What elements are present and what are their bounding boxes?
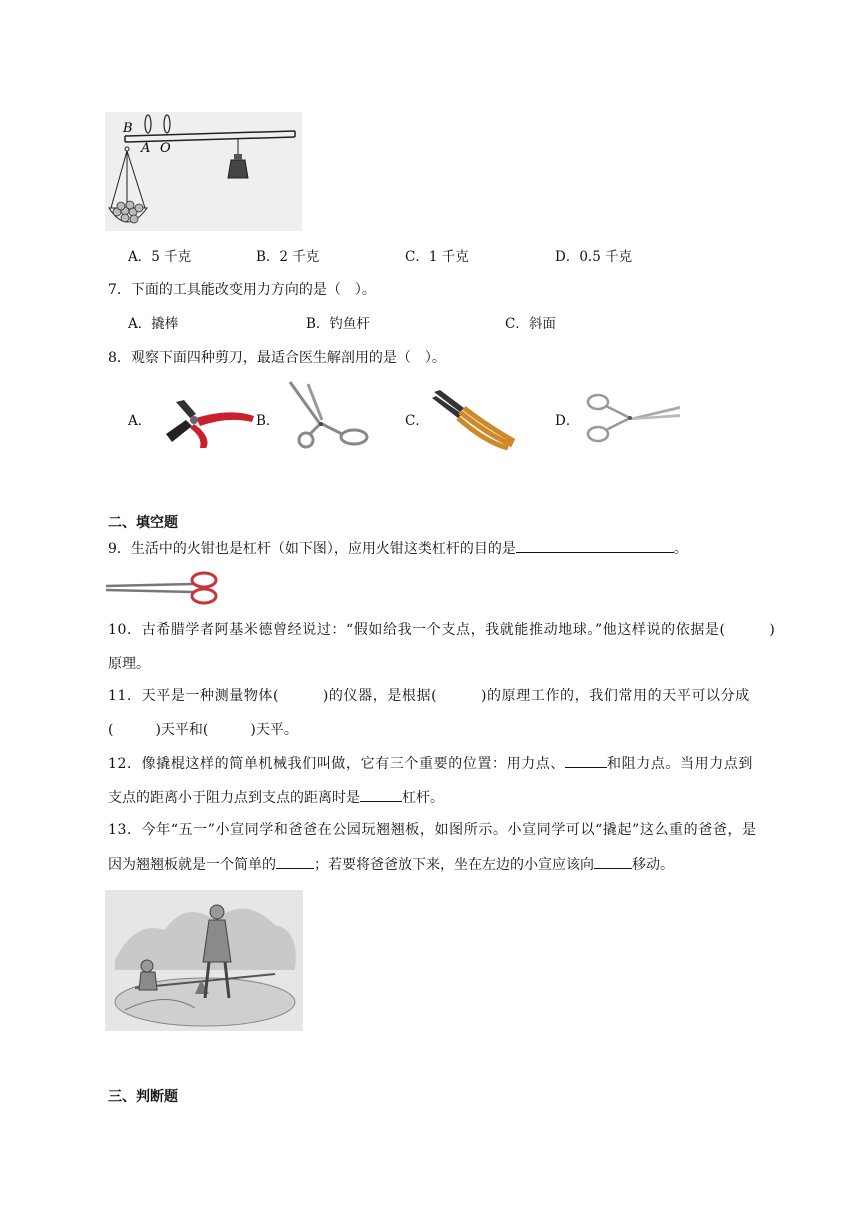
q6-option-a[interactable]: A．5 千克 [128, 249, 192, 265]
q13-line-2a: 因为翘翘板就是一个简单的 [108, 857, 276, 873]
q6-option-c[interactable]: C．1 千克 [405, 249, 469, 265]
q7-option-b[interactable]: B．钓鱼杆 [306, 316, 370, 332]
q13-line-2b: ；若要将爸爸放下来，坐在左边的小宣应该向 [314, 857, 594, 873]
thread-snips-image[interactable] [430, 388, 515, 450]
q12-line-2b: 杠杆。 [402, 790, 444, 806]
q7-stem: 7．下面的工具能改变用力方向的是（ ）。 [108, 282, 376, 298]
q12-line-2 [108, 787, 444, 808]
q6-option-d[interactable]: D．0.5 千克 [555, 249, 633, 265]
q12-line-2a: 支点的距离小于阻力点到支点的距离时是 [108, 790, 360, 806]
q8-option-d-label[interactable]: D． [555, 413, 580, 429]
q9-answer-blank[interactable] [516, 538, 674, 553]
hair-scissors-image[interactable] [284, 380, 374, 454]
q13-blank-1[interactable] [276, 854, 314, 869]
fire-tongs-image [104, 570, 220, 606]
seesaw-figure [105, 890, 303, 1031]
q6-option-b[interactable]: B．2 千克 [256, 249, 320, 265]
q11-line-2: ( )天平和( )天平。 [108, 722, 298, 738]
section-3-heading: 三、判断题 [108, 1089, 178, 1105]
q8-stem: 8．观察下面四种剪刀，最适合医生解剖用的是（ ）。 [108, 350, 446, 366]
surgical-scissors-image[interactable] [584, 390, 682, 446]
q10-line-1: 10．古希腊学者阿基米德曾经说过：“假如给我一个支点，我就能推动地球。”他这样说的依据是( ) [108, 622, 776, 638]
q13-line-2 [108, 854, 674, 875]
q11-line-1: 11．天平是一种测量物体( )的仪器，是根据( )的原理工作的，我们常用的天平可以分成 [108, 688, 750, 704]
q7-option-a[interactable]: A．撬棒 [128, 316, 179, 332]
q13-line-2c: 移动。 [632, 857, 674, 873]
label-a: A [141, 141, 151, 156]
q12-line-1b: 和阻力点。当用力点到 [607, 756, 754, 772]
q9-stem: 9．生活中的火钳也是杠杆（如下图），应用火钳这类杠杆的目的是 [108, 541, 516, 557]
q8-option-b-label[interactable]: B． [256, 413, 280, 429]
q9-end: 。 [673, 541, 688, 557]
section-2-heading: 二、填空题 [108, 515, 178, 531]
q8-option-a-label[interactable]: A． [128, 413, 152, 429]
q12-blank-2[interactable] [360, 787, 402, 802]
q13-line-1: 13．今年“五一”小宣同学和爸爸在公园玩翘翘板，如图所示。小宣同学可以“撬起”这么重的爸爸，是 [108, 822, 757, 838]
pruning-shears-image[interactable] [156, 382, 256, 452]
q7-option-c[interactable]: C．斜面 [505, 316, 556, 332]
q8-option-c-label[interactable]: C． [405, 413, 429, 429]
label-o: O [160, 141, 171, 156]
q13-blank-2[interactable] [594, 854, 632, 869]
q10-line-2: 原理。 [108, 656, 150, 672]
steelyard-figure [105, 112, 302, 231]
label-b: B [123, 121, 133, 136]
q12-line-1a: 12．像撬棍这样的简单机械我们叫做，它有三个重要的位置：用力点、 [108, 756, 566, 772]
q12-blank-1[interactable] [565, 753, 607, 768]
q12-line-1 [108, 753, 753, 774]
q9-text [108, 538, 688, 559]
